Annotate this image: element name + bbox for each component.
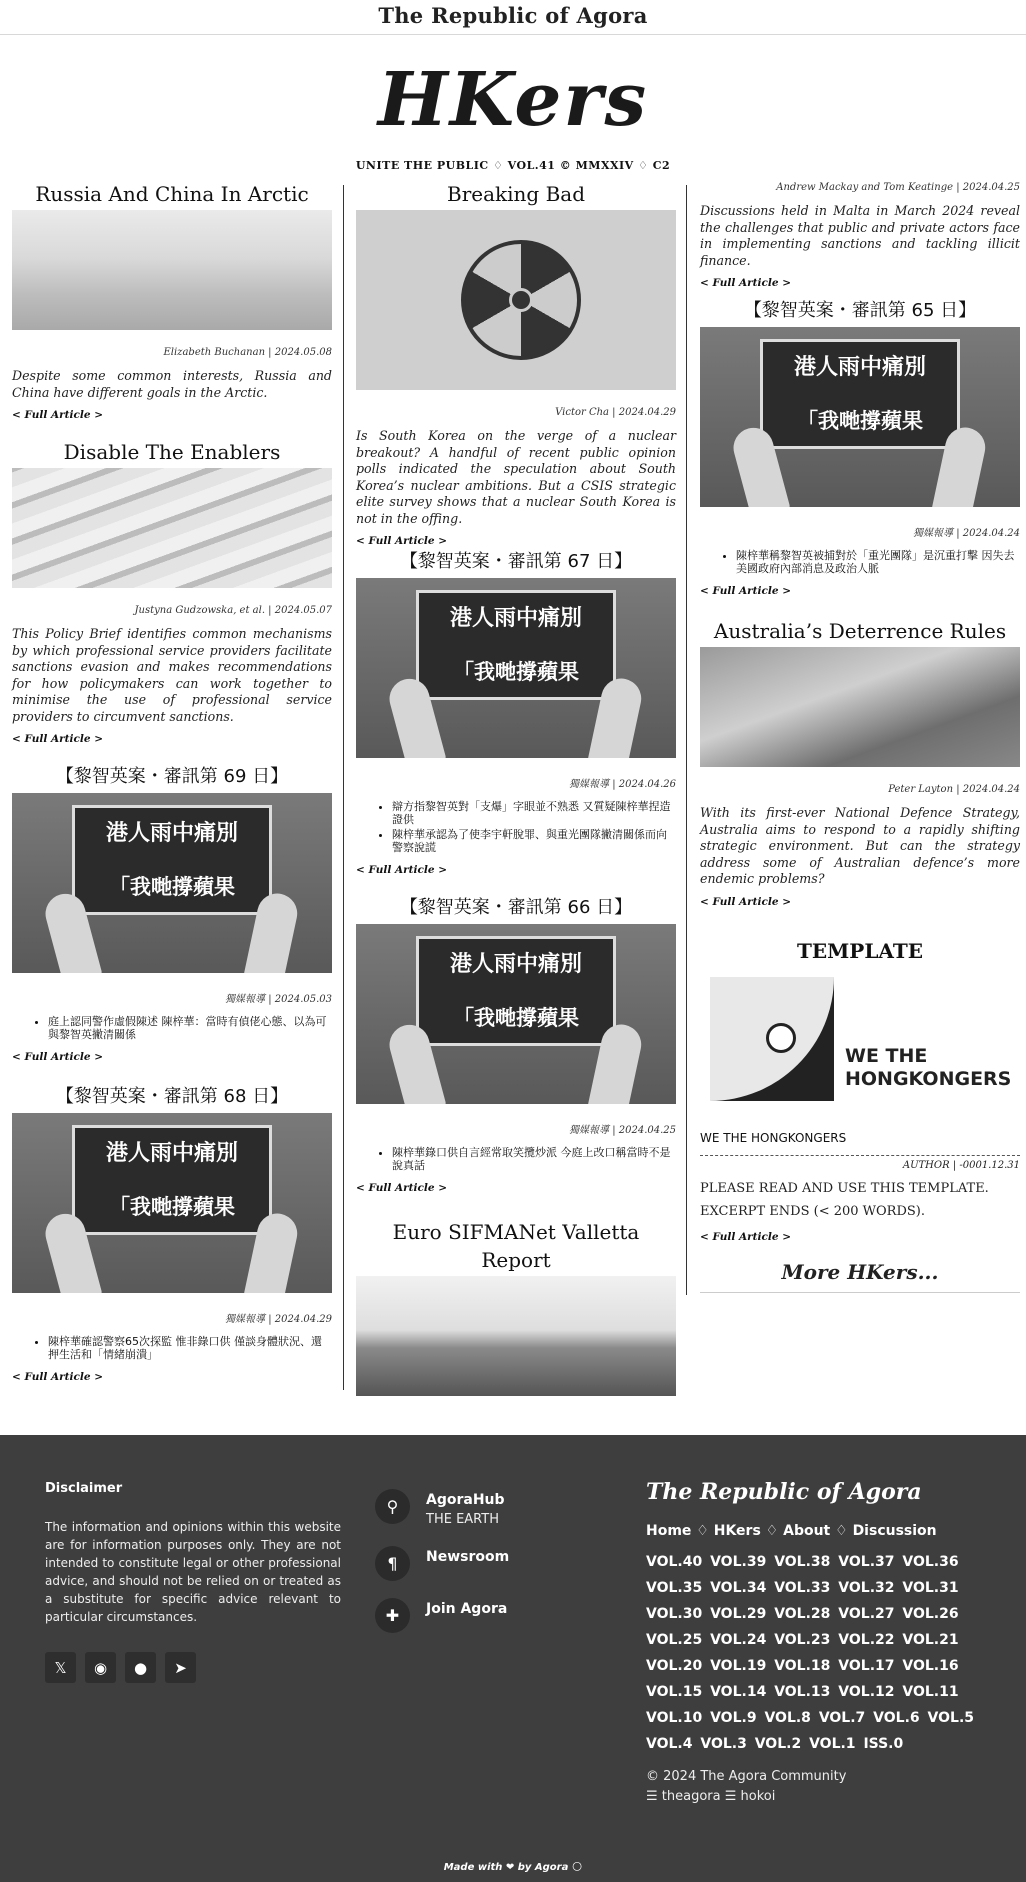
social-links [45, 1652, 341, 1683]
article-meta: 獨媒報導 | 2024.05.03 [225, 994, 332, 1005]
volume-link[interactable]: VOL.13 [774, 1684, 831, 1700]
volume-links [646, 1549, 986, 1757]
volume-link[interactable]: VOL.11 [902, 1684, 959, 1700]
protest-sign: 港人雨中痛別 「我哋撐蘋果 [760, 339, 960, 449]
footer-brand[interactable]: The Republic of Agora [646, 1479, 922, 1505]
github-icon[interactable]: ◉ [85, 1652, 116, 1683]
article-image[interactable] [356, 210, 676, 390]
full-article-link[interactable]: < Full Article > [12, 409, 104, 421]
telegram-icon[interactable]: ➤ [165, 1652, 196, 1683]
article-meta: Andrew Mackay and Tom Keatinge | 2024.04.25 [776, 182, 1020, 193]
volume-link[interactable]: VOL.14 [710, 1684, 767, 1700]
full-article-link[interactable]: < Full Article > [12, 733, 104, 745]
article-title[interactable]: 【黎智英案・審訊第 67 日】 [399, 551, 633, 572]
volume-link[interactable]: VOL.19 [710, 1658, 767, 1674]
twitter-icon[interactable]: 𝕏 [45, 1652, 76, 1683]
volume-link[interactable]: VOL.23 [774, 1632, 831, 1648]
bullet-item: • 辯方指黎智英對「支爆」字眼並不熟悉 又質疑陳梓華捏造證供 [392, 800, 676, 826]
protest-sign: 港人雨中痛別 「我哋撐蘋果 [72, 805, 272, 915]
nav-hkers[interactable]: HKers [713, 1523, 761, 1539]
article-bullets [392, 1146, 676, 1172]
full-article-link[interactable]: < Full Article > [12, 1371, 104, 1383]
article-image[interactable] [356, 578, 676, 758]
article-card [12, 180, 332, 438]
volume-link[interactable]: VOL.34 [710, 1580, 767, 1596]
article-meta: AUTHOR | -0001.12.31 [902, 1160, 1020, 1171]
volume-link[interactable]: VOL.9 [710, 1710, 757, 1726]
dashed-divider [700, 1155, 1020, 1156]
article-title[interactable]: 【黎智英案・審訊第 65 日】 [743, 300, 977, 321]
volume-link[interactable]: VOL.10 [646, 1710, 703, 1726]
site-footer [0, 1435, 1026, 1882]
protest-sign: 港人雨中痛別 「我哋撐蘋果 [416, 936, 616, 1046]
disclaimer-section [45, 1481, 341, 1683]
site-logo[interactable]: HKers [377, 57, 649, 143]
article-image[interactable] [12, 468, 332, 588]
volume-link[interactable]: VOL.31 [902, 1580, 959, 1596]
article-image[interactable] [700, 327, 1020, 507]
volume-link[interactable]: VOL.32 [838, 1580, 895, 1596]
volume-link[interactable]: VOL.38 [774, 1554, 831, 1570]
article-title[interactable]: 【黎智英案・審訊第 69 日】 [55, 766, 289, 787]
community-handles[interactable]: ☰ theagora ☰ hokoi [646, 1789, 776, 1804]
volume-link[interactable]: VOL.22 [838, 1632, 895, 1648]
article-bullets [48, 1015, 332, 1041]
site-top-title[interactable]: The Republic of Agora [0, 0, 1026, 35]
full-article-link[interactable]: < Full Article > [356, 535, 448, 547]
full-article-link[interactable]: < Full Article > [356, 1182, 448, 1194]
volume-link[interactable]: VOL.6 [873, 1710, 920, 1726]
article-title[interactable]: TEMPLATE [797, 939, 923, 963]
menu-item-join-agora[interactable]: ✚ Join Agora [375, 1598, 509, 1633]
bullet-item: • 陳梓華錄口供自言經常取笑攬炒派 今庭上改口稱當時不是說真話 [392, 1146, 676, 1172]
bullet-item: • 陳梓華確認警察65次探監 惟非錄口供 僅談身體狀況、還押生活和「情緒崩潰」 [48, 1335, 332, 1361]
full-article-link[interactable]: < Full Article > [12, 1051, 104, 1063]
radiation-symbol-icon [461, 240, 581, 360]
volume-link[interactable]: VOL.28 [774, 1606, 831, 1622]
article-title[interactable]: Russia And China In Arctic [35, 182, 309, 206]
volume-link[interactable]: VOL.21 [902, 1632, 959, 1648]
full-article-link[interactable]: < Full Article > [700, 585, 792, 597]
bullet-item: • 陳梓華稱黎智英被捕對於「重光團隊」是沉重打擊 因失去美國政府內部消息及政治人脈 [736, 549, 1020, 575]
article-image[interactable] [12, 210, 332, 330]
article-card [356, 1218, 676, 1396]
menu-item-agorahub[interactable]: ⚲ AgoraHub THE EARTH [375, 1489, 509, 1529]
article-card [700, 617, 1020, 937]
article-image[interactable] [356, 1276, 676, 1396]
article-meta: 獨媒報導 | 2024.04.24 [913, 528, 1020, 539]
map-pin-icon: ⚲ [375, 1489, 410, 1524]
bullet-item: • 庭上認同警作虛假陳述 陳梓華：當時有偵佬心態、以為可與黎智英撇清關係 [48, 1015, 332, 1041]
volume-link[interactable]: VOL.30 [646, 1606, 703, 1622]
volume-link[interactable]: VOL.17 [838, 1658, 895, 1674]
footer-menu [375, 1489, 509, 1650]
volume-link[interactable]: VOL.4 [646, 1736, 693, 1752]
volume-link[interactable]: VOL.5 [927, 1710, 975, 1726]
article-title[interactable]: Euro SIFMANet Valletta Report [392, 1220, 640, 1272]
article-card [700, 297, 1020, 617]
footer-navigation [646, 1479, 986, 1807]
volume-link[interactable]: VOL.8 [764, 1710, 811, 1726]
article-image[interactable] [12, 793, 332, 973]
article-title[interactable]: 【黎智英案・審訊第 68 日】 [55, 1086, 289, 1107]
article-bullets [48, 1335, 332, 1361]
volume-link[interactable]: VOL.25 [646, 1632, 703, 1648]
template-caption: WE THE HONGKONGERS [700, 1131, 847, 1145]
column-middle [356, 180, 676, 1396]
nav-about[interactable]: About [783, 1523, 831, 1539]
volume-link[interactable]: VOL.37 [838, 1554, 895, 1570]
volume-link[interactable]: VOL.24 [710, 1632, 767, 1648]
volume-link[interactable]: VOL.40 [646, 1554, 703, 1570]
reddit-icon[interactable]: ● [125, 1652, 156, 1683]
article-image[interactable] [700, 647, 1020, 767]
article-title[interactable]: Australia’s Deterrence Rules [713, 619, 1007, 643]
full-article-link[interactable]: < Full Article > [700, 895, 792, 908]
article-card [12, 1083, 332, 1384]
article-image[interactable] [12, 1113, 332, 1293]
volume-link[interactable]: VOL.39 [710, 1554, 767, 1570]
article-bullets [392, 800, 676, 854]
volume-link[interactable]: VOL.15 [646, 1684, 703, 1700]
volume-link[interactable]: VOL.20 [646, 1658, 703, 1674]
article-card [12, 763, 332, 1083]
volume-link[interactable]: VOL.18 [774, 1658, 831, 1674]
article-columns [0, 180, 1026, 1395]
volume-link[interactable]: VOL.12 [838, 1684, 895, 1700]
article-meta: Victor Cha | 2024.04.29 [555, 407, 676, 418]
full-article-link[interactable]: < Full Article > [700, 1231, 792, 1243]
column-divider [686, 185, 687, 1295]
nav-home[interactable]: Home [646, 1523, 692, 1539]
protest-sign: 港人雨中痛別 「我哋撐蘋果 [416, 590, 616, 700]
protest-sign: 港人雨中痛別 「我哋撐蘋果 [72, 1125, 272, 1235]
we-the-hongkongers-logo[interactable]: WE THE HONGKONGERS [700, 967, 1020, 1117]
volume-link[interactable]: VOL.27 [838, 1606, 895, 1622]
volume-link[interactable]: ISS.0 [863, 1736, 904, 1752]
column-right [700, 180, 1020, 1293]
article-meta: 獨媒報導 | 2024.04.29 [225, 1314, 332, 1325]
paragraph-icon: ¶ [375, 1546, 410, 1581]
article-excerpt: With its first-ever National Defence Strategy, Australia aims to respond to a rapidly shifting strategic environment. But can the strategy address some of Australian defence’s more endemic problems? [700, 805, 1020, 886]
article-card [356, 894, 676, 1218]
article-meta: Justyna Gudzowska, et al. | 2024.05.07 [134, 605, 332, 616]
column-divider [343, 185, 344, 1390]
copyright: © 2024 The Agora Community ☰ theagora ☰ hokoi [646, 1767, 986, 1807]
footer-nav: Home ♢ HKers ♢ About ♢ Discussion [646, 1523, 937, 1539]
article-card [700, 182, 1020, 297]
nav-discussion[interactable]: Discussion [852, 1523, 937, 1539]
volume-link[interactable]: VOL.16 [902, 1658, 959, 1674]
article-meta: Peter Layton | 2024.04.24 [888, 784, 1020, 795]
article-title[interactable]: 【黎智英案・審訊第 66 日】 [399, 897, 633, 918]
article-meta: Elizabeth Buchanan | 2024.05.08 [163, 347, 332, 358]
article-bullets [736, 549, 1020, 575]
article-card [356, 180, 676, 548]
menu-item-newsroom[interactable]: ¶ Newsroom [375, 1546, 509, 1581]
full-article-link[interactable]: < Full Article > [356, 864, 448, 876]
volume-link[interactable]: VOL.26 [902, 1606, 959, 1622]
article-image[interactable] [356, 924, 676, 1104]
article-meta: 獨媒報導 | 2024.04.25 [569, 1125, 676, 1136]
volume-link[interactable]: VOL.3 [700, 1736, 747, 1752]
bullet-item: • 陳梓華承認為了使李宇軒脫罪、與重光團隊撇清關係而向警察說謊 [392, 828, 676, 854]
article-title[interactable]: Breaking Bad [447, 182, 585, 206]
column-left [12, 180, 332, 1384]
puzzle-icon: ✚ [375, 1598, 410, 1633]
article-excerpt: Is South Korea on the verge of a nuclear breakout? A handful of recent public opinion polls indicated the speculation about South Korea’s nuclear ambitions. But a CSIS strategic elite survey shows that a nuclear South Korea is not in the offing. [356, 428, 676, 526]
article-excerpt: Despite some common interests, Russia and China have different goals in the Arctic. [12, 368, 332, 400]
article-excerpt: This Policy Brief identifies common mechanisms by which professional service providers facilitate sanctions evasion and makes recommendations for how policymakers can work together to minimise the use of professional service providers to circumvent sanctions. [12, 626, 332, 724]
more-hkers-link[interactable]: More HKers... [700, 1260, 1020, 1293]
disclaimer-title: Disclaimer [45, 1481, 123, 1496]
volume-link[interactable]: VOL.33 [774, 1580, 831, 1596]
volume-link[interactable]: VOL.7 [818, 1710, 866, 1726]
article-excerpt: Discussions held in Malta in March 2024 reveal the challenges that public and private actors face in implementing sanctions and tackling illicit finance. [700, 203, 1020, 268]
article-card [356, 548, 676, 894]
volume-link[interactable]: VOL.35 [646, 1580, 703, 1596]
article-card [12, 438, 332, 763]
article-title[interactable]: Disable The Enablers [63, 440, 281, 464]
volume-link[interactable]: VOL.36 [902, 1554, 959, 1570]
full-article-link[interactable]: < Full Article > [700, 277, 792, 289]
template-text: PLEASE READ AND USE THIS TEMPLATE. EXCERPT ENDS (< 200 WORDS). [700, 1181, 989, 1219]
volume-link[interactable]: VOL.29 [710, 1606, 767, 1622]
issue-motto: UNITE THE PUBLIC ♢ VOL.41 © MMXXIV ♢ C2 [355, 159, 671, 172]
volume-link[interactable]: VOL.1 [809, 1736, 856, 1752]
article-meta: 獨媒報導 | 2024.04.26 [569, 779, 676, 790]
volume-link[interactable]: VOL.2 [754, 1736, 802, 1752]
disclaimer-text: The information and opinions within this website are for information purposes only. They are not intended to constitute legal or other professional advice, and should not be relied on or treated as a substitute for specific advice relevant to particular circumstances. [45, 1520, 341, 1624]
template-card [700, 937, 1020, 1293]
made-with-love: Made with ❤ by Agora 🌕 [443, 1862, 583, 1873]
